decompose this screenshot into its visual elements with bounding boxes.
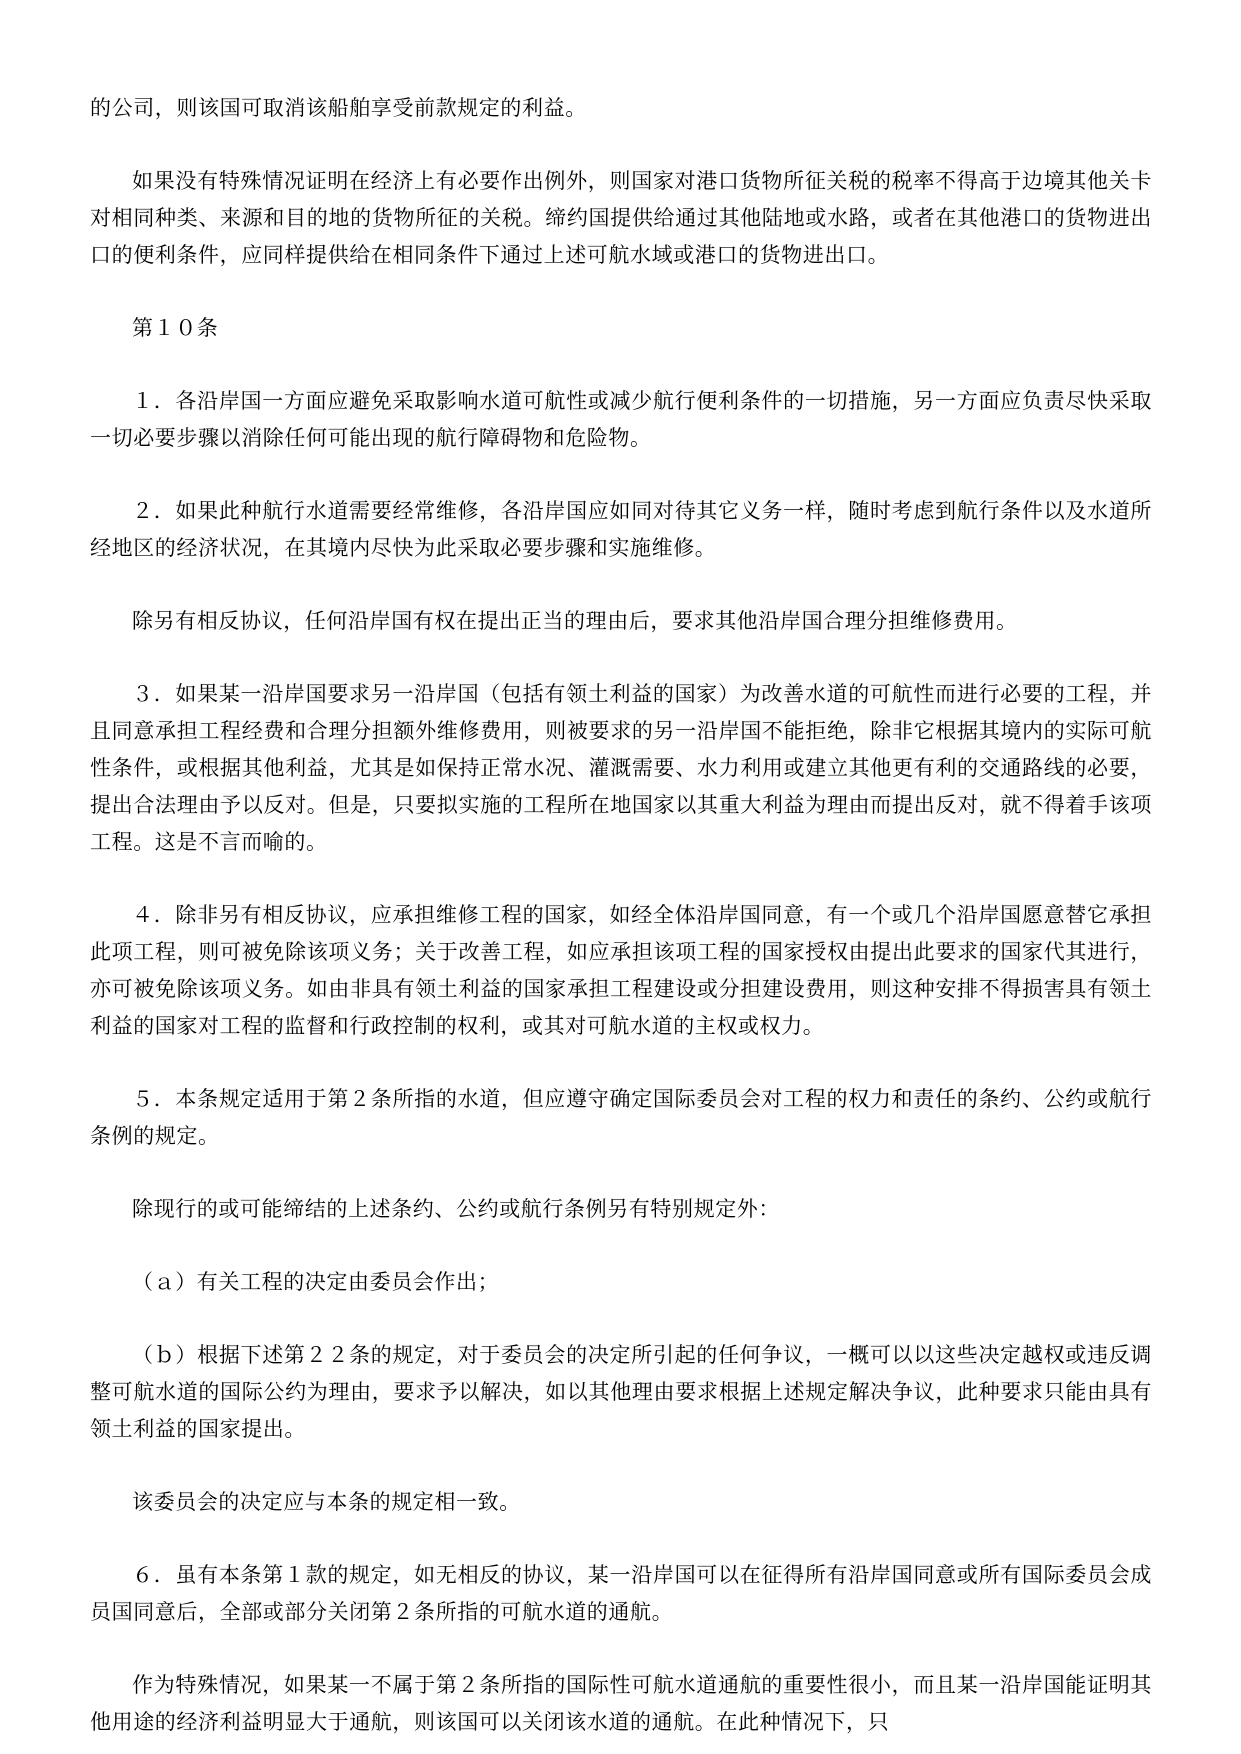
paragraph-continuation: 的公司，则该国可取消该船舶享受前款规定的利益。 <box>90 96 587 120</box>
paragraph-maintenance-costs: 除另有相反协议，任何沿岸国有权在提出正当的理由后，要求其他沿岸国合理分担维修费用。 <box>132 609 1018 633</box>
paragraph-clause-6: ６．虽有本条第１款的规定，如无相反的协议，某一沿岸国可以在征得所有沿岸国同意或所有国际委员会成员国同意后，全部或部分关闭第２条所指的可航水道的通航。 <box>90 1563 1152 1624</box>
paragraph-clause-5: ５．本条规定适用于第２条所指的水道，但应遵守确定国际委员会对工程的权力和责任的条约、公约或航行条例的规定。 <box>90 1087 1152 1148</box>
paragraph-item-b: （ｂ）根据下述第２２条的规定，对于委员会的决定所引起的任何争议，一概可以以这些决定越权或违反调整可航水道的国际公约为理由，要求予以解决，如以其他理由要求根据上述规定解决争议，此种要求只能由具有领土利益的国家提出。 <box>90 1343 1152 1441</box>
paragraph-clause-4: ４．除非另有相反协议，应承担维修工程的国家，如经全体沿岸国同意，有一个或几个沿岸国愿意替它承担此项工程，则可被免除该项义务；关于改善工程，如应承担该项工程的国家授权由提出此要求的国家代其进行，亦可被免除该项义务。如由非具有领土利益的国家承担工程建设或分担建设费用，则这种安排不得损害具有领土利益的国家对工程的监督和行政控制的权利，或其对可航水道的主权或权力。 <box>90 903 1152 1038</box>
paragraph-special-case: 作为特殊情况，如果某一不属于第２条所指的国际性可航水道通航的重要性很小，而且某一沿岸国能证明其他用途的经济利益明显大于通航，则该国可以关闭该水道的通航。在此种情况下，只 <box>90 1673 1152 1734</box>
paragraph-commission-decisions: 该委员会的决定应与本条的规定相一致。 <box>132 1490 521 1514</box>
paragraph-clause-2: ２．如果此种航行水道需要经常维修，各沿岸国应如同对待其它义务一样，随时考虑到航行条件以及水道所经地区的经济状况，在其境内尽快为此采取必要步骤和实施维修。 <box>90 499 1152 560</box>
article-heading: 第１０条 <box>132 316 219 340</box>
paragraph-customs-duties: 如果没有特殊情况证明在经济上有必要作出例外，则国家对港口货物所征关税的税率不得高于边境其他关卡对相同种类、来源和目的地的货物所征的关税。缔约国提供给通过其他陆地或水路，或者在其他港口的货物进出口的便利条件，应同样提供给在相同条件下通过上述可航水域或港口的货物进出口。 <box>90 169 1152 267</box>
paragraph-clause-3: ３．如果某一沿岸国要求另一沿岸国（包括有领土利益的国家）为改善水道的可航性而进行必要的工程，并且同意承担工程经费和合理分担额外维修费用，则被要求的另一沿岸国不能拒绝，除非它根据其境内的实际可航性条件，或根据其他利益，尤其是如保持正常水况、灌溉需要、水力利用或建立其他更有利的交通路线的必要，提出合法理由予以反对。但是，只要拟实施的工程所在地国家以其重大利益为理由而提出反对，就不得着手该项工程。这是不言而喻的。 <box>90 682 1152 854</box>
paragraph-item-a: （ａ）有关工程的决定由委员会作出； <box>132 1270 500 1294</box>
paragraph-clause-1: １．各沿岸国一方面应避免采取影响水道可航性或减少航行便利条件的一切措施，另一方面应负责尽快采取一切必要步骤以消除任何可能出现的航行障碍物和危险物。 <box>90 389 1152 450</box>
paragraph-special-provisions: 除现行的或可能缔结的上述条约、公约或航行条例另有特别规定外： <box>132 1197 780 1221</box>
document-page <box>90 90 1152 1741</box>
